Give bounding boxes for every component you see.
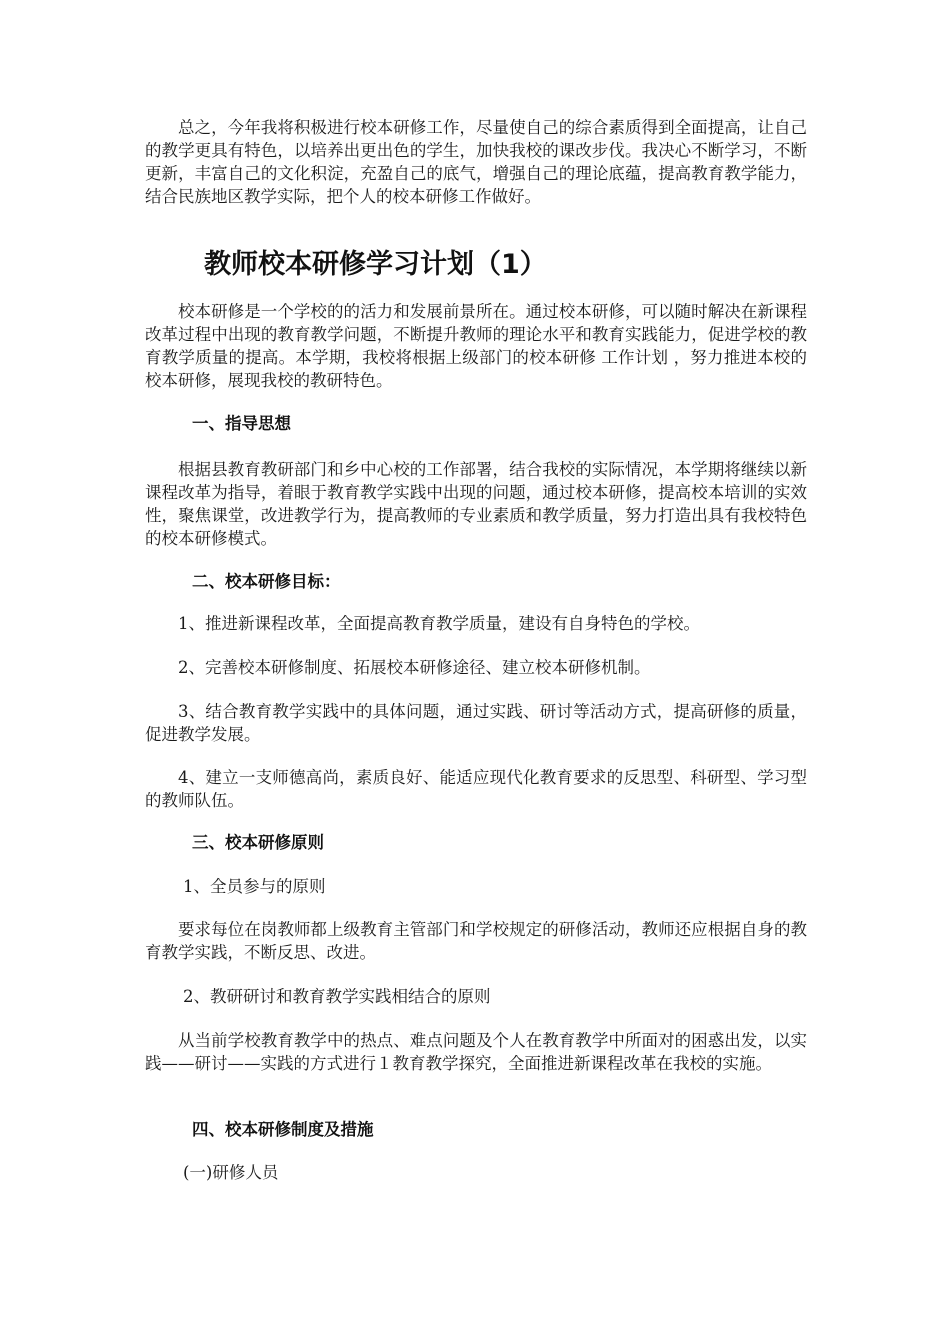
goal-item: 4、建立一支师德高尚，素质良好、能适应现代化教育要求的反思型、科研型、学习型的教师队伍。 [145,768,807,810]
subsection-research-staff: (一)研修人员 [183,1163,279,1182]
goal-item: 1、推进新课程改革，全面提高教育教学质量，建设有自身特色的学校。 [178,614,700,633]
goal-item: 3、结合教育教学实践中的具体问题，通过实践、研讨等活动方式，提高研修的质量，促进教学发展。 [145,702,807,744]
section-heading-measures: 四、校本研修制度及措施 [192,1120,374,1139]
section-heading-guiding-thought: 一、指导思想 [192,414,291,433]
document-title: 教师校本研修学习计划（1） [204,249,547,280]
principle-1-body: 要求每位在岗教师都上级教育主管部门和学校规定的研修活动，教师还应根据自身的教育教学实践，不断反思、改进。 [145,920,807,962]
opening-paragraph: 校本研修是一个学校的的活力和发展前景所在。通过校本研修，可以随时解决在新课程改革过程中出现的教育教学问题，不断提升教师的理论水平和教育实践能力，促进学校的教育教学质量的提高。本学期，我校将根据上级部门的校本研修 工作计划 ，努力推进本校的校本研修，展现我校的教研特色。 [145,302,807,390]
principle-1-title: 1、全员参与的原则 [183,877,326,896]
section-heading-principles: 三、校本研修原则 [192,833,324,852]
goal-item: 2、完善校本研修制度、拓展校本研修途径、建立校本研修机制。 [178,658,651,677]
guiding-thought-paragraph: 根据县教育教研部门和乡中心校的工作部署，结合我校的实际情况，本学期将继续以新课程改革为指导，着眼于教育教学实践中出现的问题，通过校本研修，提高校本培训的实效性，聚焦课堂，改进教学行为，提高教师的专业素质和教学质量，努力打造出具有我校特色的校本研修模式。 [145,460,807,548]
principle-2-body: 从当前学校教育教学中的热点、难点问题及个人在教育教学中所面对的困惑出发，以实践——研讨——实践的方式进行１教育教学探究，全面推进新课程改革在我校的实施。 [145,1031,807,1073]
intro-paragraph: 总之，今年我将积极进行校本研修工作，尽量使自己的综合素质得到全面提高，让自己的教学更具有特色，以培养出更出色的学生，加快我校的课改步伐。我决心不断学习，不断更新，丰富自己的文化积淀，充盈自己的底气，增强自己的理论底蕴，提高教育教学能力，结合民族地区教学实际，把个人的校本研修工作做好。 [145,118,807,206]
section-heading-goals: 二、校本研修目标： [192,572,341,591]
principle-2-title: 2、教研研讨和教育教学实践相结合的原则 [183,987,491,1006]
